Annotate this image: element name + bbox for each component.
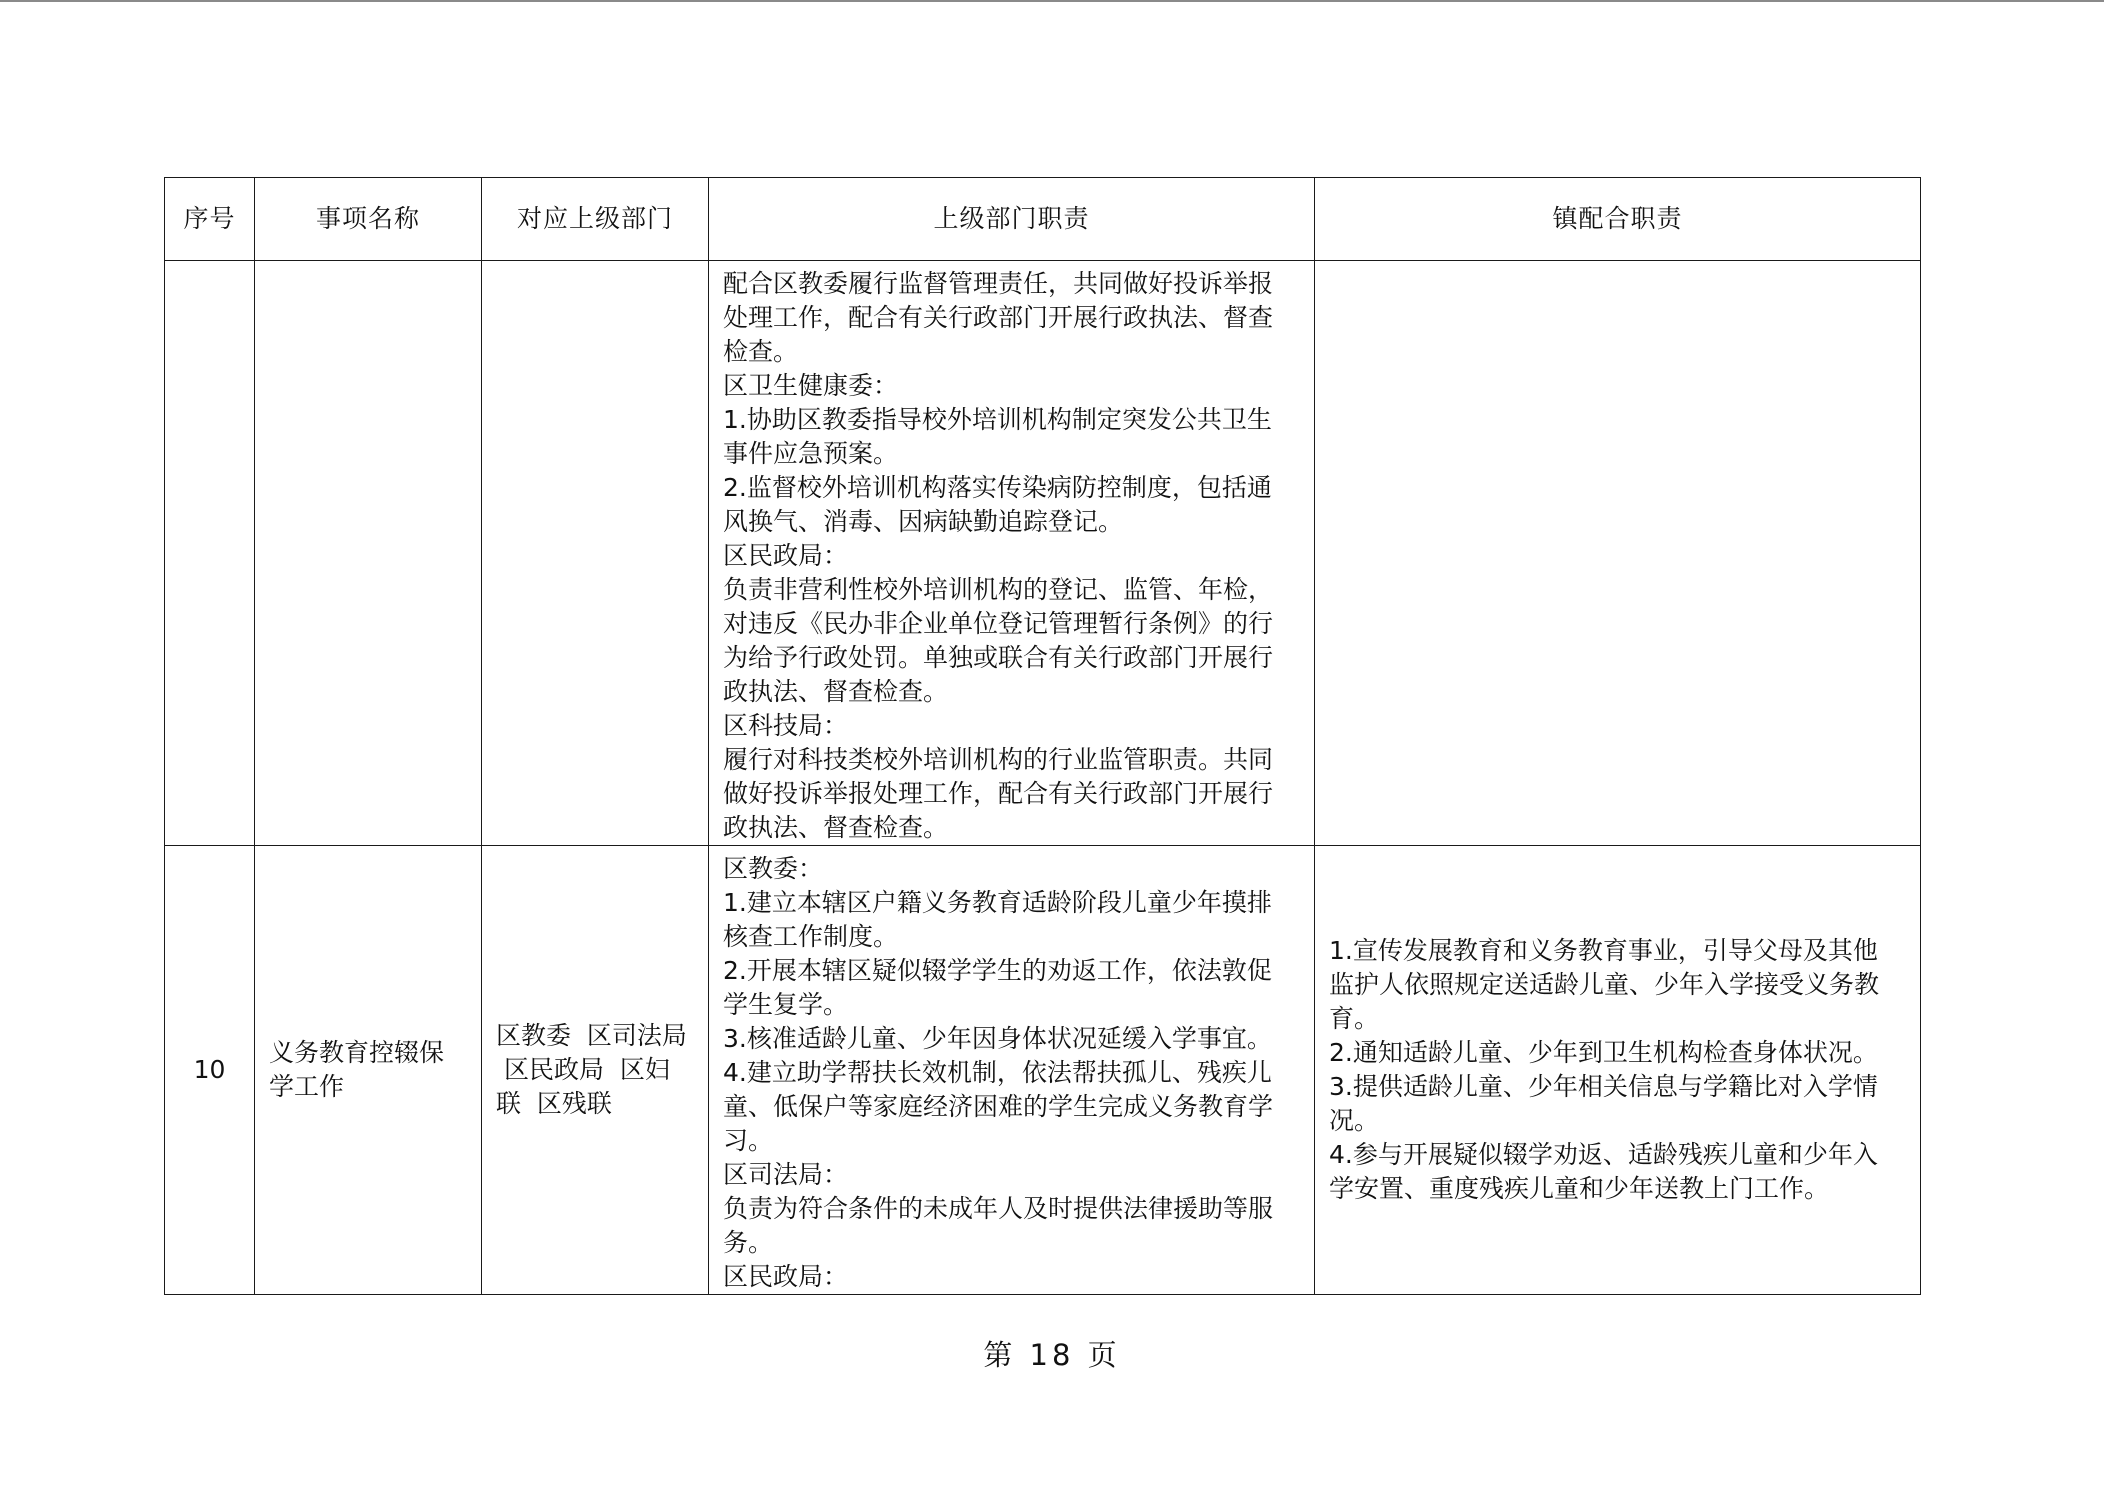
row-upper-dept-cell bbox=[482, 261, 709, 846]
text-line: 1.建立本辖区户籍义务教育适龄阶段儿童少年摸排 bbox=[723, 888, 1272, 917]
row-upper-duty-cell bbox=[709, 261, 1315, 846]
text-line: 区卫生健康委： bbox=[723, 371, 899, 400]
text-line: 区民政局 区妇 bbox=[496, 1055, 670, 1084]
text-line: 风换气、消毒、因病缺勤追踪登记。 bbox=[723, 507, 1124, 536]
text-line: 1.宣传发展教育和义务教育事业，引导父母及其他 bbox=[1329, 936, 1878, 965]
text-line: 童、低保户等家庭经济困难的学生完成义务教育学 bbox=[723, 1092, 1274, 1121]
item-name-text bbox=[255, 1036, 481, 1104]
row-upper-dept-cell bbox=[482, 846, 709, 1295]
town-duty-text bbox=[1315, 934, 1920, 1206]
row-town-duty-cell bbox=[1315, 846, 1921, 1295]
row-seq-cell bbox=[165, 261, 255, 846]
text-line: 对违反《民办非企业单位登记管理暂行条例》的行 bbox=[723, 609, 1274, 638]
text-line: 育。 bbox=[1329, 1004, 1380, 1033]
header-upper-duty: 上级部门职责 bbox=[709, 178, 1315, 261]
text-line: 1.协助区教委指导校外培训机构制定突发公共卫生 bbox=[723, 405, 1272, 434]
text-line: 核查工作制度。 bbox=[723, 922, 899, 951]
text-line: 做好投诉举报处理工作，配合有关行政部门开展行 bbox=[723, 779, 1274, 808]
text-line: 习。 bbox=[723, 1126, 774, 1155]
text-line: 3.核准适龄儿童、少年因身体状况延缓入学事宜。 bbox=[723, 1024, 1272, 1053]
header-seq: 序号 bbox=[165, 178, 255, 261]
text-line: 学安置、重度残疾儿童和少年送教上门工作。 bbox=[1329, 1174, 1830, 1203]
upper-duty-text bbox=[709, 846, 1314, 1294]
text-line: 区教委： bbox=[723, 854, 824, 883]
page-top-border bbox=[0, 0, 2104, 2]
text-line: 2.监督校外培训机构落实传染病防控制度，包括通 bbox=[723, 473, 1272, 502]
row-upper-duty-cell bbox=[709, 846, 1315, 1295]
text-line: 学生复学。 bbox=[723, 990, 849, 1019]
text-line: 区教委 区司法局 bbox=[496, 1021, 687, 1050]
text-line: 联 区残联 bbox=[496, 1089, 612, 1118]
row-seq-cell: 10 bbox=[165, 846, 255, 1295]
row-item-name-cell bbox=[255, 261, 482, 846]
responsibility-table bbox=[164, 177, 1921, 1295]
upper-dept-text bbox=[482, 1019, 708, 1121]
header-upper-dept: 对应上级部门 bbox=[482, 178, 709, 261]
header-town-duty: 镇配合职责 bbox=[1315, 178, 1921, 261]
text-line: 4.建立助学帮扶长效机制，依法帮扶孤儿、残疾儿 bbox=[723, 1058, 1272, 1087]
text-line: 4.参与开展疑似辍学劝返、适龄残疾儿童和少年入 bbox=[1329, 1140, 1878, 1169]
text-line: 义务教育控辍保 bbox=[269, 1038, 445, 1067]
text-line: 区科技局： bbox=[723, 711, 849, 740]
text-line: 配合区教委履行监督管理责任，共同做好投诉举报 bbox=[723, 269, 1274, 298]
text-line: 区司法局： bbox=[723, 1160, 849, 1189]
text-line: 政执法、督查检查。 bbox=[723, 813, 949, 842]
text-line: 2.开展本辖区疑似辍学学生的劝返工作，依法敦促 bbox=[723, 956, 1272, 985]
text-line: 为给予行政处罚。单独或联合有关行政部门开展行 bbox=[723, 643, 1274, 672]
text-line: 事件应急预案。 bbox=[723, 439, 899, 468]
text-line: 政执法、督查检查。 bbox=[723, 677, 949, 706]
page-number: 第 18 页 bbox=[983, 1338, 1121, 1372]
text-line: 履行对科技类校外培训机构的行业监管职责。共同 bbox=[723, 745, 1274, 774]
row-item-name-cell bbox=[255, 846, 482, 1295]
text-line: 检查。 bbox=[723, 337, 799, 366]
text-line: 处理工作，配合有关行政部门开展行政执法、督查 bbox=[723, 303, 1274, 332]
text-line: 2.通知适龄儿童、少年到卫生机构检查身体状况。 bbox=[1329, 1038, 1878, 1067]
text-line: 区民政局： bbox=[723, 541, 849, 570]
text-line: 3.提供适龄儿童、少年相关信息与学籍比对入学情 bbox=[1329, 1072, 1878, 1101]
text-line: 负责为符合条件的未成年人及时提供法律援助等服 bbox=[723, 1194, 1274, 1223]
text-line: 区民政局： bbox=[723, 1262, 849, 1291]
text-line: 负责非营利性校外培训机构的登记、监管、年检， bbox=[723, 575, 1274, 604]
table-row bbox=[165, 846, 1921, 1295]
row-town-duty-cell bbox=[1315, 261, 1921, 846]
text-line: 务。 bbox=[723, 1228, 774, 1257]
header-item-name: 事项名称 bbox=[255, 178, 482, 261]
text-line: 学工作 bbox=[269, 1072, 345, 1101]
table-header-row bbox=[165, 178, 1921, 261]
upper-duty-text bbox=[709, 261, 1314, 845]
text-line: 况。 bbox=[1329, 1106, 1380, 1135]
table-row bbox=[165, 261, 1921, 846]
text-line: 监护人依照规定送适龄儿童、少年入学接受义务教 bbox=[1329, 970, 1880, 999]
